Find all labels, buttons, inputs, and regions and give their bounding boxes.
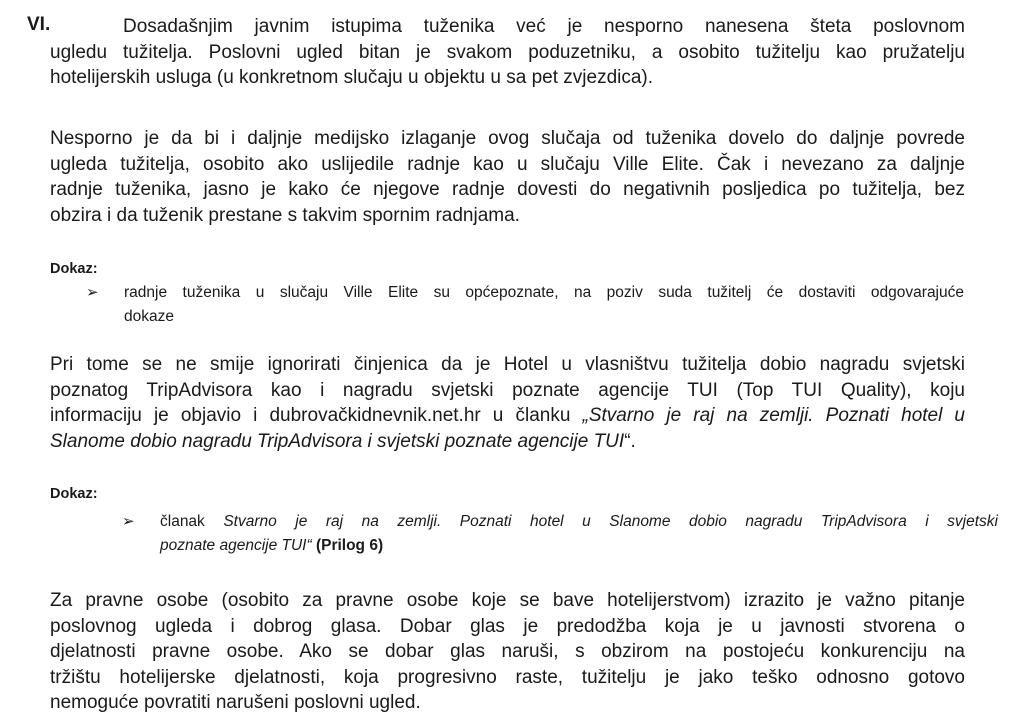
arrow-bullet-icon: ➢ (122, 513, 135, 530)
section-number: VI. (27, 14, 51, 35)
article-title: poznate agencije TUI“ (160, 537, 312, 554)
paragraph-line: Nesporno je da bi i daljnje medijsko izlaganje ovog slučaja od tuženika dovelo do daljnje povrede (50, 128, 965, 149)
evidence-line: dokaze (124, 308, 174, 325)
paragraph-line: tržištu hotelijerske djelatnosti, koja progresivno raste, tužitelju je jako teško odnosno gotovo (50, 666, 965, 688)
paragraph-legal-persons (50, 588, 965, 716)
paragraph-line: nemoguće povratiti narušeni poslovni ugled. (50, 692, 421, 713)
paragraph-text: informaciju je objavio i dubrovačkidnevnik.net.hr u članku (50, 405, 583, 426)
paragraph-line (50, 403, 965, 429)
paragraph-text: “. (624, 430, 636, 452)
article-title: Slanome dobio nagradu TripAdvisora i svjetski poznate agencije TUI (50, 430, 625, 452)
article-title: Stvarno je raj na zemlji. Poznati hotel u Slanome dobio nagradu TripAdvisora i svjetski (223, 513, 998, 530)
paragraph-line: Pri tome se ne smije ignorirati činjenica da je Hotel u vlasništvu tužitelja dobio nagradu svjetski (50, 354, 965, 375)
evidence-line (160, 510, 998, 534)
paragraph-line: ugleda tužitelja, osobito ako uslijedile radnje kao u slučaju Ville Elite. Čak i nevezano za daljnje (50, 153, 965, 175)
paragraph-awards (50, 352, 965, 454)
attachment-ref: (Prilog 6) (311, 537, 384, 554)
paragraph-further-harm (50, 126, 965, 228)
paragraph-line: obzira i da tuženik prestane s takvim spornim radnjama. (50, 204, 520, 226)
evidence-item-text (160, 510, 998, 558)
article-title: „Stvarno je raj na zemlji. Poznati hotel u (582, 405, 965, 426)
paragraph-line: djelatnosti pravne osobe. Ako se dobar glas naruši, s obzirom na postojeću konkurenciju na (50, 641, 965, 662)
evidence-line: radnje tuženika u slučaju Ville Elite su općepoznate, na poziv suda tužitelj će dostaviti odgovarajuće (124, 284, 964, 301)
paragraph-line: Dosadašnjim javnim istupima tuženika već je nesporno nanesena šteta poslovnom (123, 16, 965, 37)
paragraph-line (50, 429, 965, 455)
paragraph-line: ugledu tužitelja. Poslovni ugled bitan je svakom poduzetniku, a osobito tužitelju kao pružatelju (50, 41, 965, 63)
evidence-label: Dokaz: (50, 486, 98, 502)
paragraph-line: radnje tuženika, jasno je kako će njegove radnje dovesti do negativnih posljedica po tužitelja, bez (50, 179, 965, 200)
evidence-line (160, 534, 998, 558)
paragraph-damage-reputation (50, 14, 965, 91)
evidence-text: članak (160, 513, 224, 530)
paragraph-line: Za pravne osobe (osobito za pravne osobe koje se bave hotelijerstvom) izrazito je važno pitanje (50, 590, 965, 611)
evidence-label: Dokaz: (50, 261, 98, 277)
arrow-bullet-icon: ➢ (86, 284, 99, 301)
paragraph-line: poslovnog ugleda i dobrog glasa. Dobar glas je predodžba koja je u javnosti stvorena o (50, 615, 965, 637)
paragraph-line: poznatog TripAdvisora kao i nagradu svjetski poznate agencije TUI (Top TUI Quality), koju (50, 379, 965, 401)
paragraph-line: hotelijerskih usluga (u konkretnom slučaju u objektu u sa pet zvjezdica). (50, 67, 654, 88)
evidence-item-text (124, 281, 964, 329)
